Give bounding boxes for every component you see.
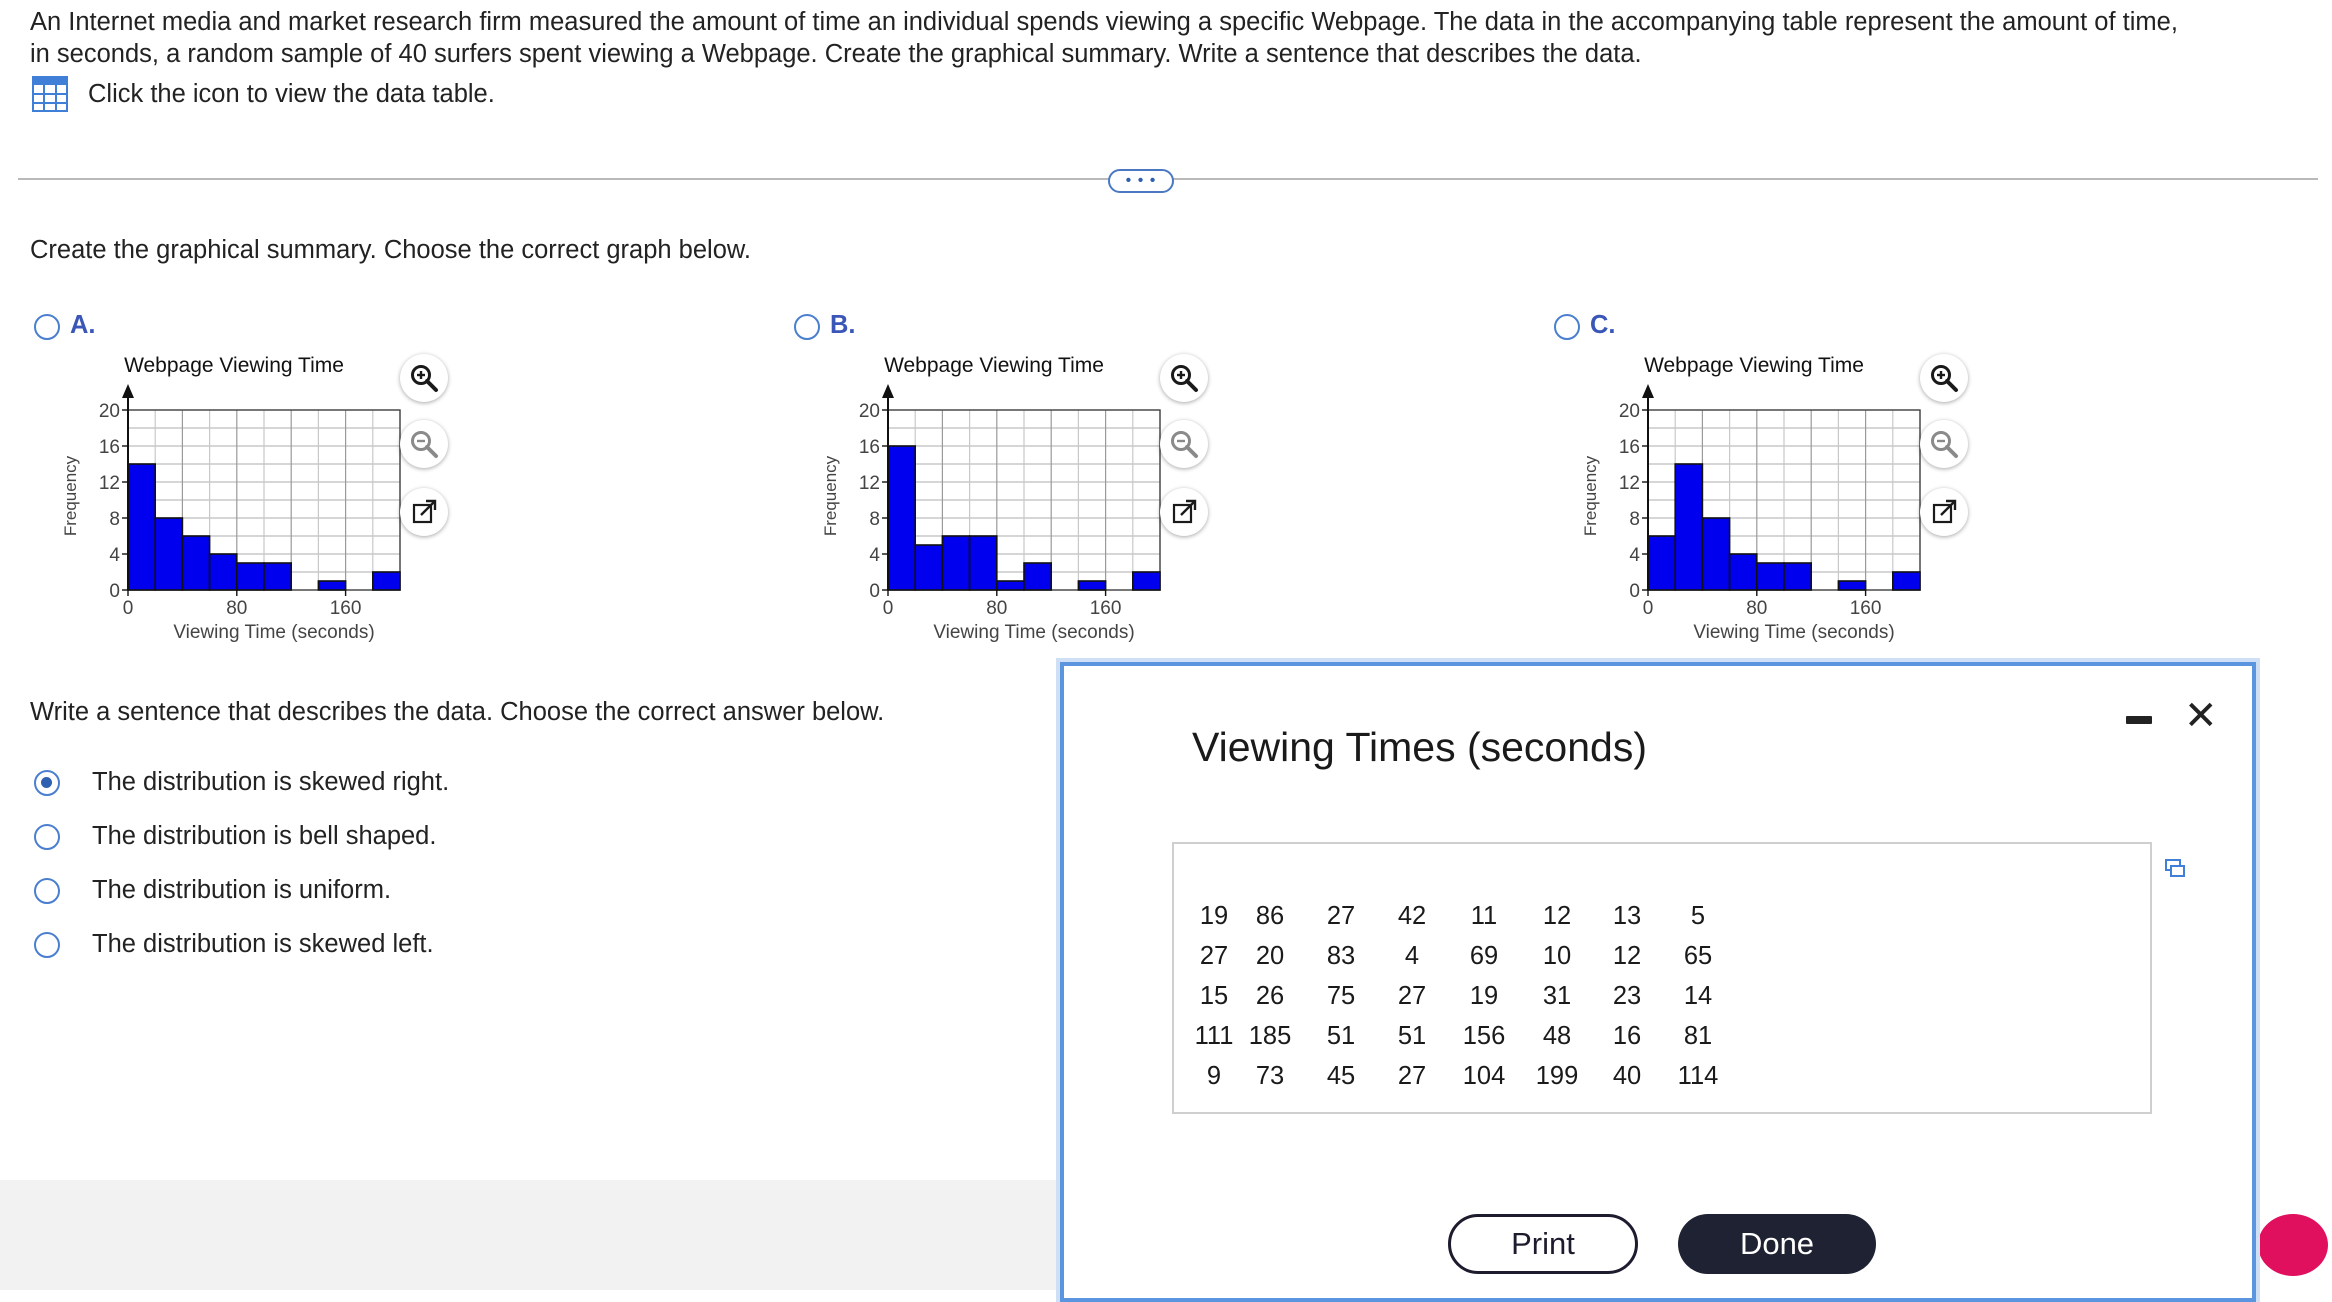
answer-label-2[interactable]: The distribution is bell shaped. — [92, 822, 437, 850]
table-cell: 27 — [1397, 1061, 1427, 1090]
table-cell: 83 — [1326, 941, 1356, 970]
histogram-bar — [1730, 554, 1757, 590]
x-axis-label: Viewing Time (seconds) — [933, 622, 1135, 643]
table-row — [1194, 936, 1736, 976]
x-tick-label: 160 — [1089, 598, 1122, 619]
y-tick-label: 0 — [1629, 581, 1640, 602]
histogram-bar — [210, 554, 237, 590]
y-tick-label: 8 — [869, 509, 880, 530]
chart-title: Webpage Viewing Time — [124, 354, 344, 377]
question-2: Write a sentence that describes the data. Choose the correct answer below. — [30, 698, 885, 726]
x-tick-label: 80 — [1746, 598, 1768, 619]
table-cell: 27 — [1397, 981, 1427, 1010]
table-cell: 31 — [1542, 981, 1572, 1010]
footer-band — [0, 1180, 1060, 1290]
y-axis-label: Frequency — [1581, 455, 1600, 537]
table-row — [1194, 976, 1736, 1016]
table-cell: 51 — [1326, 1021, 1356, 1050]
close-icon[interactable]: ✕ — [2184, 694, 2218, 738]
y-axis-arrow — [882, 384, 894, 398]
y-tick-label: 20 — [858, 401, 880, 422]
table-cell: 27 — [1326, 901, 1356, 930]
table-cell: 45 — [1326, 1061, 1356, 1090]
popout-button[interactable] — [400, 488, 448, 536]
graph-option-letter: C. — [1590, 311, 1616, 339]
table-cell: 14 — [1683, 981, 1713, 1010]
x-tick-label: 80 — [226, 598, 248, 619]
histogram-bar — [1784, 563, 1811, 590]
table-cell: 48 — [1542, 1021, 1572, 1050]
zoom-in-icon — [1929, 363, 1959, 393]
y-tick-label: 12 — [858, 473, 880, 494]
histogram-bar — [1675, 464, 1702, 590]
chart-title: Webpage Viewing Time — [1644, 354, 1864, 377]
x-tick-label: 80 — [986, 598, 1008, 619]
table-cell: 156 — [1462, 1021, 1506, 1050]
table-cell: 104 — [1462, 1061, 1506, 1090]
x-tick-label: 160 — [1849, 598, 1882, 619]
table-cell: 42 — [1397, 901, 1427, 930]
zoom-in-icon — [409, 363, 439, 393]
table-cell: 10 — [1542, 941, 1572, 970]
answer-label-3[interactable]: The distribution is uniform. — [92, 876, 392, 904]
y-axis-arrow — [122, 384, 134, 398]
print-button[interactable]: Print — [1448, 1214, 1638, 1274]
question-1: Create the graphical summary. Choose the correct graph below. — [30, 236, 751, 264]
help-bubble[interactable] — [2258, 1214, 2328, 1276]
histogram-chart-b — [800, 348, 1190, 648]
histogram-bar — [1702, 518, 1729, 590]
y-tick-label: 16 — [858, 437, 880, 458]
table-cell: 13 — [1612, 901, 1642, 930]
histogram-bar — [1838, 581, 1865, 590]
table-cell: 199 — [1535, 1061, 1579, 1090]
y-axis-label: Frequency — [61, 455, 80, 537]
y-tick-label: 16 — [98, 437, 120, 458]
histogram-chart-a — [40, 348, 430, 648]
table-cell: 15 — [1199, 981, 1229, 1010]
table-cell: 73 — [1255, 1061, 1285, 1090]
y-axis-label: Frequency — [821, 455, 840, 537]
x-axis-label: Viewing Time (seconds) — [173, 622, 375, 643]
graph-option-b-radio[interactable] — [794, 314, 820, 340]
histogram-bar — [128, 464, 155, 590]
histogram-bar — [1024, 563, 1051, 590]
histogram-bar — [942, 536, 969, 590]
y-tick-label: 12 — [1618, 473, 1640, 494]
zoom-in-icon — [1169, 363, 1199, 393]
table-cell: 51 — [1397, 1021, 1427, 1050]
y-tick-label: 4 — [869, 545, 880, 566]
y-tick-label: 20 — [1618, 401, 1640, 422]
answer-radio-2[interactable] — [34, 824, 60, 850]
more-dots: • • • — [1125, 172, 1157, 189]
table-cell: 75 — [1326, 981, 1356, 1010]
x-tick-label: 0 — [882, 598, 894, 619]
zoom-out-icon — [1169, 429, 1199, 459]
problem-statement — [30, 6, 2270, 70]
histogram-bar — [1757, 563, 1784, 590]
histogram-bar — [888, 446, 915, 590]
histogram-bar — [373, 572, 400, 590]
data-table — [1194, 896, 1736, 1096]
table-row — [1194, 1056, 1736, 1096]
histogram-bar — [182, 536, 209, 590]
table-cell: 81 — [1683, 1021, 1713, 1050]
table-cell: 23 — [1612, 981, 1642, 1010]
graph-option-letter: A. — [70, 311, 96, 339]
data-table-container — [1172, 842, 2152, 1114]
histogram-bar — [1078, 581, 1105, 590]
zoom-out-button[interactable] — [400, 420, 448, 468]
y-tick-label: 16 — [1618, 437, 1640, 458]
popout-button[interactable] — [1920, 488, 1968, 536]
table-cell: 19 — [1199, 901, 1229, 930]
data-table-link[interactable] — [32, 76, 495, 112]
zoom-out-icon — [1929, 429, 1959, 459]
histogram-bar — [1648, 536, 1675, 590]
table-cell: 12 — [1542, 901, 1572, 930]
table-cell: 27 — [1199, 941, 1229, 970]
y-tick-label: 12 — [98, 473, 120, 494]
answer-label-4[interactable]: The distribution is skewed left. — [92, 930, 434, 958]
zoom-in-button[interactable] — [1920, 354, 1968, 402]
zoom-out-button[interactable] — [1920, 420, 1968, 468]
copy-icon[interactable] — [2164, 858, 2186, 880]
table-row — [1194, 1016, 1736, 1056]
table-cell: 9 — [1206, 1061, 1222, 1090]
histogram-bar — [997, 581, 1024, 590]
grid-table-icon[interactable] — [32, 76, 68, 112]
table-cell: 19 — [1469, 981, 1499, 1010]
table-cell: 40 — [1612, 1061, 1642, 1090]
table-cell: 65 — [1683, 941, 1713, 970]
table-cell: 5 — [1690, 901, 1706, 930]
y-tick-label: 4 — [1629, 545, 1640, 566]
problem-line-2: in seconds, a random sample of 40 surfers spent viewing a Webpage. Create the graphical summary. Write a sentence that describes the data. — [30, 40, 1642, 68]
table-cell: 16 — [1612, 1021, 1642, 1050]
table-cell: 12 — [1612, 941, 1642, 970]
answer-label-1[interactable]: The distribution is skewed right. — [92, 768, 450, 796]
x-tick-label: 0 — [1642, 598, 1654, 619]
x-tick-label: 0 — [122, 598, 134, 619]
table-cell: 4 — [1404, 941, 1420, 970]
x-tick-label: 160 — [329, 598, 362, 619]
zoom-in-button[interactable] — [400, 354, 448, 402]
popout-icon — [1929, 497, 1959, 527]
histogram-bar — [237, 563, 264, 590]
graph-option-letter: B. — [830, 311, 856, 339]
zoom-in-button[interactable] — [1160, 354, 1208, 402]
y-tick-label: 0 — [869, 581, 880, 602]
zoom-out-button[interactable] — [1160, 420, 1208, 468]
histogram-bar — [318, 581, 345, 590]
table-row — [1194, 896, 1736, 936]
histogram-bar — [1133, 572, 1160, 590]
popout-icon — [1169, 497, 1199, 527]
y-tick-label: 4 — [109, 545, 120, 566]
histogram-bar — [264, 563, 291, 590]
y-tick-label: 8 — [109, 509, 120, 530]
problem-line-1: An Internet media and market research firm measured the amount of time an individual spends viewing a specific Webpage. The data in the accompanying table represent the amount of time, — [30, 8, 2178, 36]
table-cell: 26 — [1255, 981, 1285, 1010]
answer-radio-1[interactable] — [34, 770, 60, 796]
data-table-dialog — [1060, 662, 2256, 1302]
histogram-bar — [155, 518, 182, 590]
minimize-icon[interactable] — [2126, 716, 2152, 724]
table-cell: 114 — [1677, 1061, 1719, 1090]
histogram-bar — [970, 536, 997, 590]
answer-radio-4[interactable] — [34, 932, 60, 958]
done-button[interactable]: Done — [1678, 1214, 1876, 1274]
histogram-bar — [1893, 572, 1920, 590]
expand-more-button[interactable] — [1108, 169, 1174, 193]
table-cell: 86 — [1255, 901, 1285, 930]
table-cell: 11 — [1470, 901, 1498, 930]
y-tick-label: 0 — [109, 581, 120, 602]
popout-icon — [409, 497, 439, 527]
table-cell: 69 — [1469, 941, 1499, 970]
y-tick-label: 20 — [98, 401, 120, 422]
data-table-link-text[interactable]: Click the icon to view the data table. — [88, 79, 495, 108]
popout-button[interactable] — [1160, 488, 1208, 536]
table-cell: 185 — [1248, 1021, 1292, 1050]
table-cell: 111 — [1194, 1021, 1234, 1050]
dialog-title: Viewing Times (seconds) — [1192, 724, 1647, 770]
y-tick-label: 8 — [1629, 509, 1640, 530]
table-cell: 20 — [1255, 941, 1285, 970]
histogram-chart-c — [1560, 348, 1950, 648]
chart-title: Webpage Viewing Time — [884, 354, 1104, 377]
graph-option-c-radio[interactable] — [1554, 314, 1580, 340]
zoom-out-icon — [409, 429, 439, 459]
x-axis-label: Viewing Time (seconds) — [1693, 622, 1895, 643]
graph-option-a-radio[interactable] — [34, 314, 60, 340]
answer-radio-3[interactable] — [34, 878, 60, 904]
histogram-bar — [915, 545, 942, 590]
y-axis-arrow — [1642, 384, 1654, 398]
